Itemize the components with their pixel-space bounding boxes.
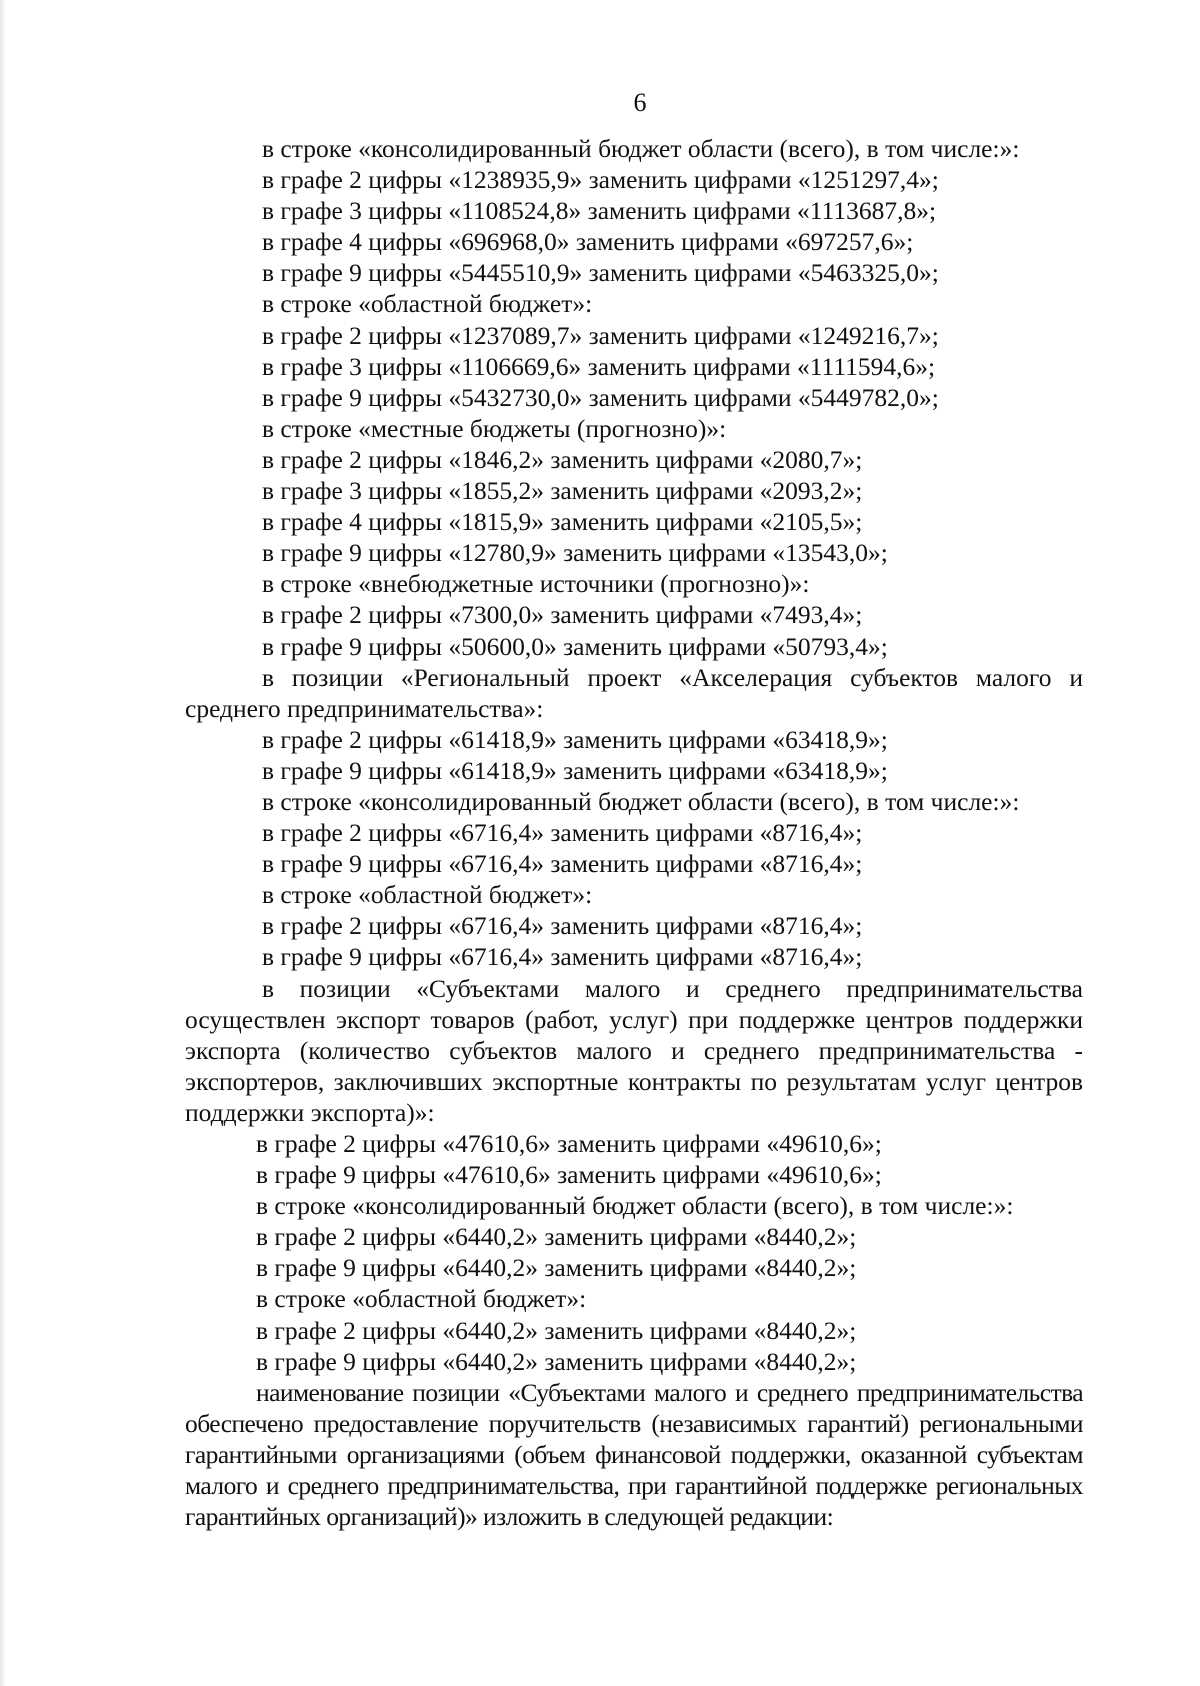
document-body xyxy=(185,133,1083,1532)
text-line: в графе 9 цифры «6440,2» заменить цифрами «8440,2»; xyxy=(256,1253,857,1283)
text-line: в графе 4 цифры «1815,9» заменить цифрами «2105,5»; xyxy=(262,507,863,537)
text-line: в графе 2 цифры «6716,4» заменить цифрами «8716,4»; xyxy=(262,911,863,941)
amendments-block-1 xyxy=(185,133,1083,662)
text-line: в графе 4 цифры «696968,0» заменить цифрами «697257,6»; xyxy=(262,227,914,257)
text-line: в графе 2 цифры «1846,2» заменить цифрами «2080,7»; xyxy=(262,444,863,474)
text-line: в графе 2 цифры «7300,0» заменить цифрами «7493,4»; xyxy=(262,600,863,630)
text-line: в строке «областной бюджет»: xyxy=(262,289,593,319)
text-line: в графе 2 цифры «1237089,7» заменить цифрами «1249216,7»; xyxy=(262,320,939,350)
text-line: в графе 9 цифры «12780,9» заменить цифрами «13543,0»; xyxy=(262,538,888,568)
paragraph-export-support: в позиции «Субъектами малого и среднего предпринимательства осуществлен экспорт товаров (работ, услуг) при поддержке центров поддержки экспорта (количество субъектов малого и среднего предпринимательства - экспортеров, заключивших экспортные контракты по результатам услуг центров поддержки экспорта)»: xyxy=(185,973,1083,1127)
text-line: в графе 2 цифры «61418,9» заменить цифрами «63418,9»; xyxy=(262,724,888,754)
text-line: в графе 3 цифры «1106669,6» заменить цифрами «1111594,6»; xyxy=(262,351,936,381)
scan-edge-shadow xyxy=(0,0,6,1686)
text-line: в строке «консолидированный бюджет области (всего), в том числе:»: xyxy=(256,1191,1014,1221)
text-line: в строке «местные бюджеты (прогнозно)»: xyxy=(262,413,727,443)
text-line: в графе 9 цифры «47610,6» заменить цифрами «49610,6»; xyxy=(256,1160,882,1190)
amendments-block-3 xyxy=(185,1128,1083,1377)
text-line: в графе 9 цифры «5445510,9» заменить цифрами «5463325,0»; xyxy=(262,258,939,288)
text-line: в графе 9 цифры «50600,0» заменить цифрами «50793,4»; xyxy=(262,631,888,661)
text-line: в графе 2 цифры «47610,6» заменить цифрами «49610,6»; xyxy=(256,1129,882,1158)
text-line: в графе 9 цифры «6440,2» заменить цифрами «8440,2»; xyxy=(256,1346,857,1376)
text-line: в графе 9 цифры «6716,4» заменить цифрами «8716,4»; xyxy=(262,942,863,972)
text-line: в графе 9 цифры «5432730,0» заменить цифрами «5449782,0»; xyxy=(262,382,939,412)
text-line: в графе 2 цифры «6440,2» заменить цифрами «8440,2»; xyxy=(256,1315,857,1345)
text-line: в строке «консолидированный бюджет области (всего), в том числе:»: xyxy=(262,134,1020,163)
text-line: в строке «консолидированный бюджет области (всего), в том числе:»: xyxy=(262,786,1020,816)
text-line: в строке «областной бюджет»: xyxy=(256,1284,587,1314)
paragraph-regional-project-acceleration: в позиции «Региональный проект «Акселерация субъектов малого и среднего предпринимательства»: xyxy=(185,662,1083,723)
text-line: в строке «областной бюджет»: xyxy=(262,880,593,910)
text-line: в графе 2 цифры «6716,4» заменить цифрами «8716,4»; xyxy=(262,818,863,848)
text-line: в графе 9 цифры «61418,9» заменить цифрами «63418,9»; xyxy=(262,755,888,785)
text-line: в строке «внебюджетные источники (прогнозно)»: xyxy=(262,569,810,599)
text-line: в графе 2 цифры «1238935,9» заменить цифрами «1251297,4»; xyxy=(262,165,939,195)
text-line: в графе 9 цифры «6716,4» заменить цифрами «8716,4»; xyxy=(262,849,863,879)
page-number: 6 xyxy=(633,88,647,117)
text-line: в графе 2 цифры «6440,2» заменить цифрами «8440,2»; xyxy=(256,1222,857,1252)
text-line: в графе 3 цифры «1108524,8» заменить цифрами «1113687,8»; xyxy=(262,196,937,226)
amendments-block-2 xyxy=(185,724,1083,973)
paragraph-guarantee-support: наименование позиции «Субъектами малого и среднего предпринимательства обеспечено предоставление поручительств (независимых гарантий) региональными гарантийными организациями (объем финансовой поддержки, оказанной субъектам малого и среднего предпринимательства, при гарантийной поддержке региональных гарантийных организаций)» изложить в следующей редакции: xyxy=(185,1377,1083,1532)
text-line: в графе 3 цифры «1855,2» заменить цифрами «2093,2»; xyxy=(262,476,863,506)
